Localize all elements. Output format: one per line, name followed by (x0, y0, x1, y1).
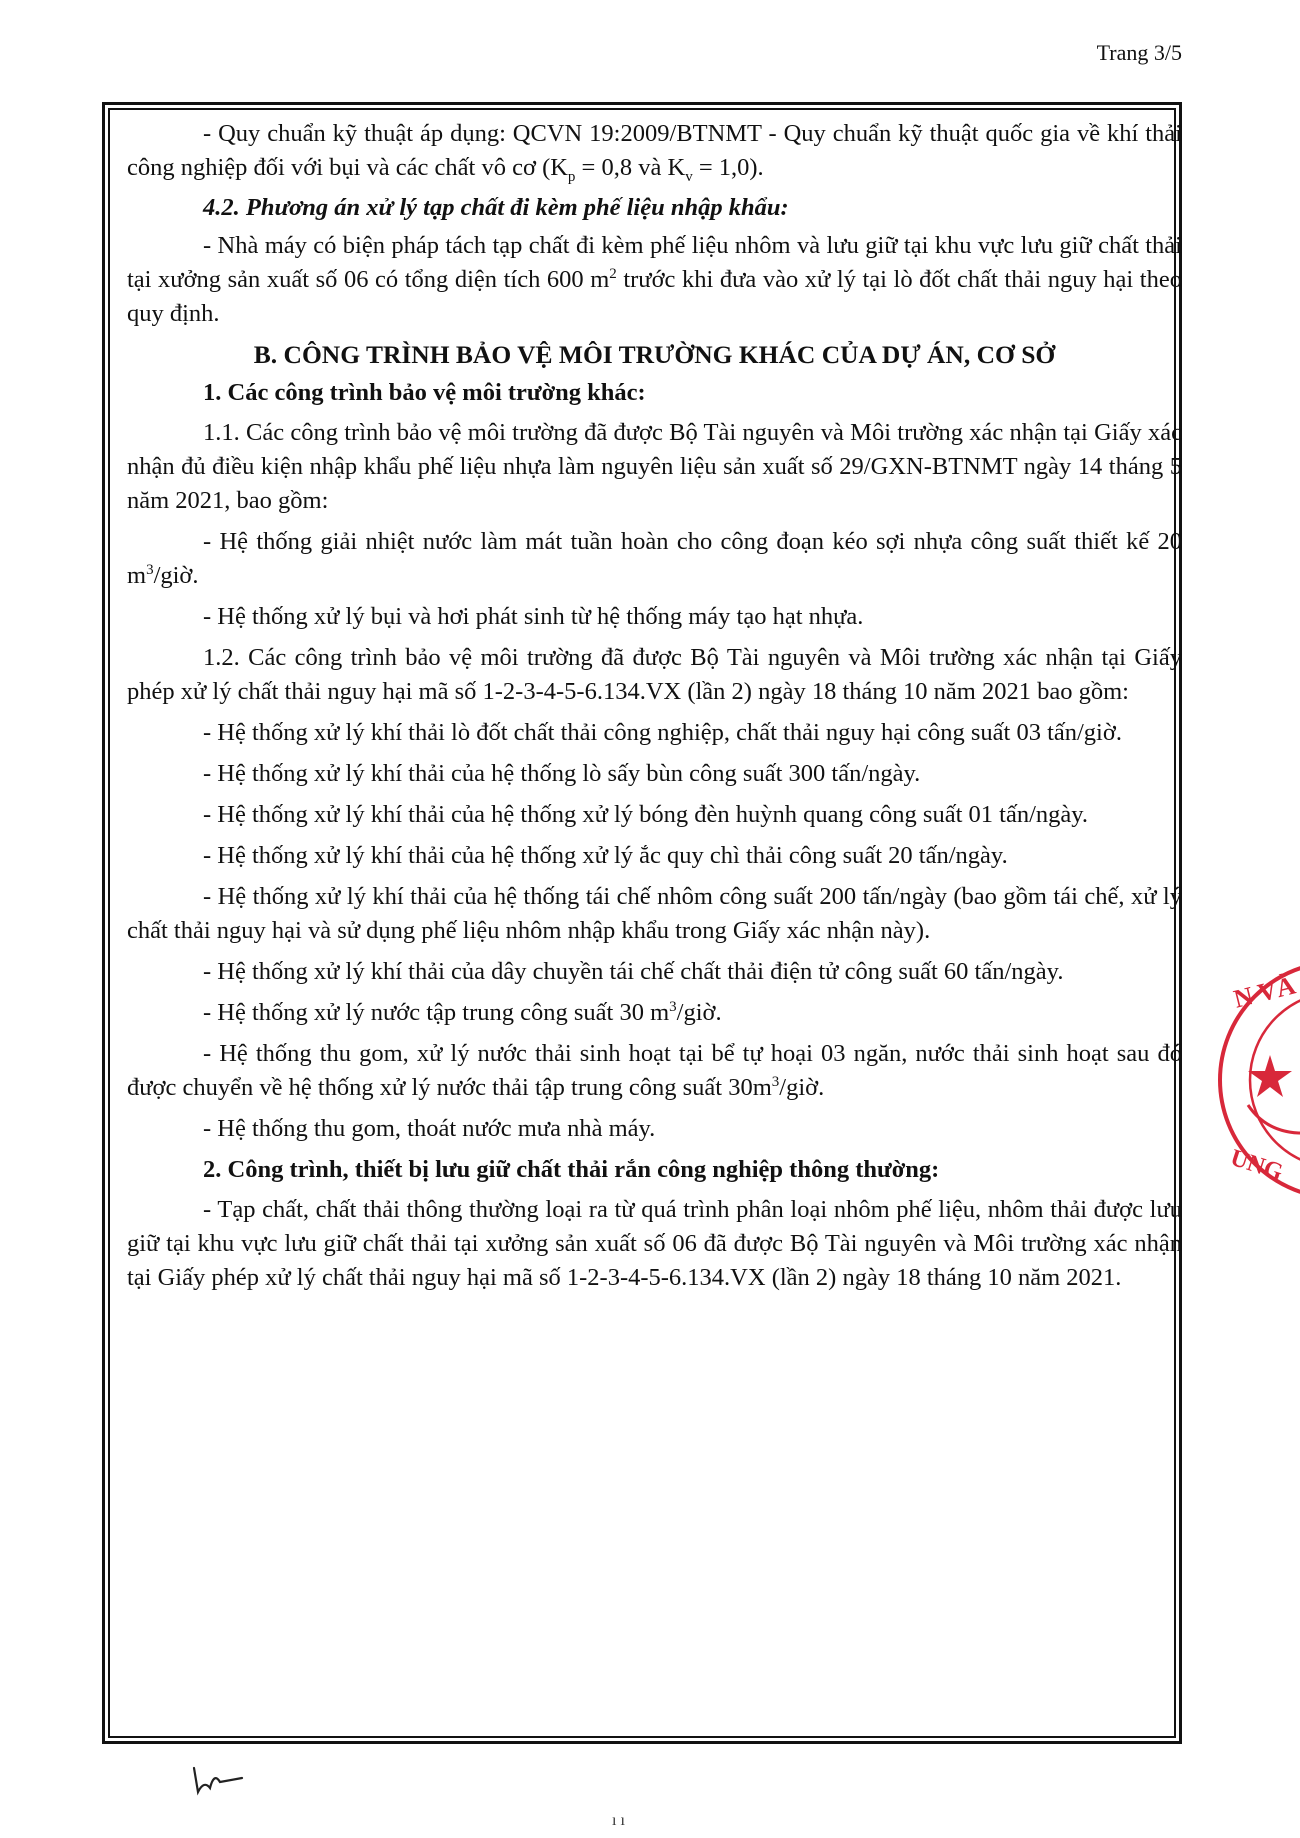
paragraph-standard (127, 117, 1182, 185)
paragraph-1-1: 1.1. Các công trình bảo vệ môi trường đã được Bộ Tài nguyên và Môi trường xác nhận tại Giấy xác nhận đủ điều kiện nhập khẩu phế liệu nhựa làm nguyên liệu sản xuất số 29/GXN-BTNMT ngày 14 tháng 5 năm 2021, bao gồm: (127, 419, 1182, 514)
superscript: 3 (146, 561, 154, 578)
stamp-text-bottom: UNG (1227, 1144, 1286, 1187)
text: - Hệ thống xử lý nước tập trung công suất 30 m (203, 999, 670, 1026)
initial-signature (190, 1758, 250, 1798)
red-seal-stamp (1208, 955, 1300, 1205)
subscript: v (685, 168, 693, 185)
list-item (127, 996, 1182, 1030)
superscript: 3 (771, 1073, 780, 1090)
text: - Hệ thống giải nhiệt nước làm mát tuần hoàn cho công đoạn kéo sợi nhựa công suất thiết kế 20 m (127, 528, 1182, 589)
list-item (127, 525, 1182, 593)
list-item: - Hệ thống xử lý khí thải của hệ thống lò sấy bùn công suất 300 tấn/ngày. (203, 760, 921, 787)
text: /giờ. (676, 999, 722, 1026)
list-item: - Hệ thống xử lý khí thải lò đốt chất thải công nghiệp, chất thải nguy hại công suất 03 tấn/giờ. (203, 719, 1122, 746)
heading-1: 1. Các công trình bảo vệ môi trường khác: (203, 379, 646, 406)
paragraph-1-2: 1.2. Các công trình bảo vệ môi trường đã được Bộ Tài nguyên và Môi trường xác nhận tại Giấy phép xử lý chất thải nguy hại mã số 1-2-3-4-5-6.134.VX (lần 2) ngày 18 tháng 10 năm 2021 bao gồm: (127, 644, 1182, 705)
scan-speck: ı ı (612, 1812, 625, 1829)
list-item: - Hệ thống xử lý bụi và hơi phát sinh từ hệ thống máy tạo hạt nhựa. (203, 603, 864, 630)
document-body (127, 117, 1182, 1298)
text: = 1,0). (692, 154, 764, 181)
superscript: 2 (609, 265, 617, 282)
page-number: Trang 3/5 (1096, 40, 1182, 65)
heading-section-b: B. CÔNG TRÌNH BẢO VỆ MÔI TRƯỜNG KHÁC CỦA DỰ ÁN, CƠ SỞ (253, 340, 1056, 369)
subscript: p (567, 168, 576, 185)
text: = 0,8 và K (575, 154, 686, 181)
paragraph-impurity-treatment (127, 229, 1182, 331)
text: trước khi đưa vào xử lý tại lò đốt chất thải nguy hại theo quy định. (127, 266, 1182, 327)
text: - Nhà máy có biện pháp tách tạp chất đi kèm phế liệu nhôm và lưu giữ tại khu vực lưu giữ chất thải tại xưởng sản xuất số 06 có tổng diện tích 600 m (127, 232, 1182, 293)
heading-4-2: 4.2. Phương án xử lý tạp chất đi kèm phế liệu nhập khẩu: (203, 194, 789, 221)
list-item (127, 1037, 1182, 1105)
text: /giờ. (779, 1074, 825, 1101)
list-item: - Hệ thống xử lý khí thải của hệ thống xử lý ắc quy chì thải công suất 20 tấn/ngày. (203, 842, 1008, 869)
list-item: - Hệ thống xử lý khí thải của hệ thống tái chế nhôm công suất 200 tấn/ngày (bao gồm tái chế, xử lý chất thải nguy hại và sử dụng phế liệu nhôm nhập khẩu trong Giấy xác nhận này). (127, 883, 1182, 944)
text: - Hệ thống thu gom, xử lý nước thải sinh hoạt tại bể tự hoại 03 ngăn, nước thải sinh hoạt sau đó được chuyển về hệ thống xử lý nước thải tập trung công suất 30m (127, 1040, 1182, 1101)
heading-2: 2. Công trình, thiết bị lưu giữ chất thải rắn công nghiệp thông thường: (203, 1156, 940, 1183)
text: - Quy chuẩn kỹ thuật áp dụng: QCVN 19:2009/BTNMT - Quy chuẩn kỹ thuật quốc gia về khí thải công nghiệp đối với bụi và các chất vô cơ (K (127, 120, 1182, 181)
superscript: 3 (669, 998, 677, 1015)
stamp-text-top: N VÀ (1230, 970, 1299, 1014)
star-icon (1248, 1055, 1292, 1097)
paragraph-solid-waste: - Tạp chất, chất thải thông thường loại ra từ quá trình phân loại nhôm phế liệu, nhôm thải được lưu giữ tại khu vực lưu giữ chất thải tại xưởng sản xuất số 06 đã được Bộ Tài nguyên và Môi trường xác nhận tại Giấy phép xử lý chất thải nguy hại mã số 1-2-3-4-5-6.134.VX (lần 2) ngày 18 tháng 10 năm 2021. (127, 1196, 1182, 1291)
list-item: - Hệ thống xử lý khí thải của dây chuyền tái chế chất thải điện tử công suất 60 tấn/ngày. (203, 958, 1064, 985)
list-item: - Hệ thống xử lý khí thải của hệ thống xử lý bóng đèn huỳnh quang công suất 01 tấn/ngày. (203, 801, 1089, 828)
text: /giờ. (153, 562, 199, 589)
list-item: - Hệ thống thu gom, thoát nước mưa nhà máy. (203, 1115, 656, 1142)
